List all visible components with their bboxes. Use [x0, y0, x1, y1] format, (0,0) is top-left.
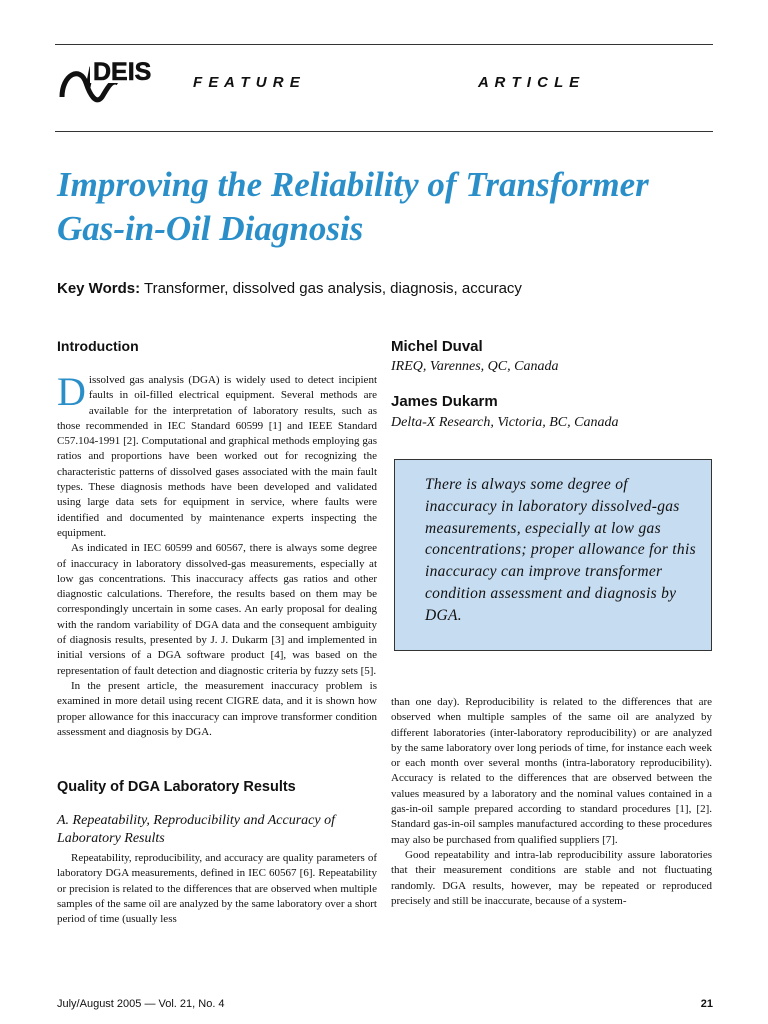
left-column-body-2 — [57, 851, 377, 927]
author-1-name: Michel Duval — [391, 338, 483, 355]
page-number: 21 — [700, 998, 713, 1010]
introduction-heading: Introduction — [57, 338, 139, 354]
left-column-body — [57, 369, 377, 740]
intro-paragraph-2: As indicated in IEC 60599 and 60567, there is always some degree of inaccuracy in laboratory dissolved-gas measurements, especially at low gas concentrations. This inaccuracy affects gas ratios and other diagnostic calculations. Therefore, the results based on them may be correspondingly uncertain in some cases. An early proposal for dealing with the random variability of DGA data and the consequent ambiguity of diagnosis results, presented by J. J. Dukarm [3] and implemented in initial versions of a DGA software product [4], was based on the representation of fault detection and diagnostic criteria by fuzzy sets [5]. — [57, 542, 377, 677]
top-rule — [55, 44, 713, 45]
header-rule — [55, 131, 713, 132]
logo-text: DEIS — [93, 58, 152, 86]
title-line-2: Gas-in-Oil Diagnosis — [57, 209, 364, 248]
keywords-line — [57, 280, 522, 297]
subsection-heading-a: A. Repeatability, Reproducibility and Accuracy of Laboratory Results — [57, 813, 335, 846]
title-line-1: Improving the Reliability of Transformer — [57, 165, 649, 204]
author-1-affiliation: IREQ, Varennes, QC, Canada — [391, 359, 559, 374]
intro-paragraph-1: Dissolved gas analysis (DGA) is widely used to detect incipient faults in oil-filled electrical equipment. Several methods are available for the interpretation of laboratory results, such as those recommended in IEC Standard 60599 [1] and IEEE Standard C57.104-1991 [2]. Computational and graphical methods employing gas ratios and proportions have been worked out for recognizing the characteristic patterns of dissolved gases associated with the main fault types. These diagnosis methods have been developed and validated using large data sets for equipment in service, where faults were identified and documented by maintenance experts inspecting the equipment. — [57, 369, 377, 539]
drop-cap: D — [57, 369, 86, 414]
deis-logo — [52, 53, 152, 109]
keywords-text: Transformer, dissolved gas analysis, diagnosis, accuracy — [140, 280, 522, 297]
feature-label: F E A T U R E — [193, 74, 301, 91]
intro-paragraph-3: In the present article, the measurement inaccuracy problem is examined in more detail using recent CIGRE data, and it is shown how proper allowance for this inaccuracy can improve transformer condition assessment and diagnosis by DGA. — [57, 679, 377, 738]
pull-quote: There is always some degree of inaccuracy in laboratory dissolved-gas measurements, especially at low gas concentrations; proper allowance for this inaccuracy can improve transformer condition assessment and diagnosis by DGA. — [394, 459, 712, 651]
keywords-label: Key Words: — [57, 280, 141, 297]
author-2-name: James Dukarm — [391, 393, 498, 410]
article-title — [57, 163, 737, 251]
right-paragraph-1: than one day). Reproducibility is related to the differences that are observed when multiple samples of the same oil are analyzed by different laboratories (inter-laboratory reproducibility) or are analyzed by the same laboratory over long periods of time, for instance each week or each month over several months (intra-laboratory reproducibility). Accuracy is related to the differences that are observed between the values measured by a laboratory and the nominal values contained in a gas-in-oil sample prepared according to standard procedures [1], [2]. Standard gas-in-oil samples manufactured according to these procedures may also be purchased from qualified suppliers [7]. — [391, 696, 712, 846]
author-2-affiliation: Delta-X Research, Victoria, BC, Canada — [391, 415, 619, 430]
quality-paragraph-1: Repeatability, reproducibility, and accuracy are quality parameters of laboratory DGA measurements, defined in IEC 60567 [6]. Repeatability or precision is related to the differences that are observed when multiple samples of the same oil are analyzed by the same laboratory over a short period of time (usually less — [57, 852, 377, 926]
section-heading-quality: Quality of DGA Laboratory Results — [57, 779, 296, 795]
right-paragraph-2: Good repeatability and intra-lab reproducibility assure laboratories that their measurement conditions are stable and not fluctuating randomly. DGA results, however, may be repeated or reproduced precisely and still be inaccurate, because of a system- — [391, 848, 712, 907]
footer-issue: July/August 2005 — Vol. 21, No. 4 — [57, 998, 225, 1010]
article-label: A R T I C L E — [478, 74, 581, 91]
right-column-body — [391, 695, 712, 909]
